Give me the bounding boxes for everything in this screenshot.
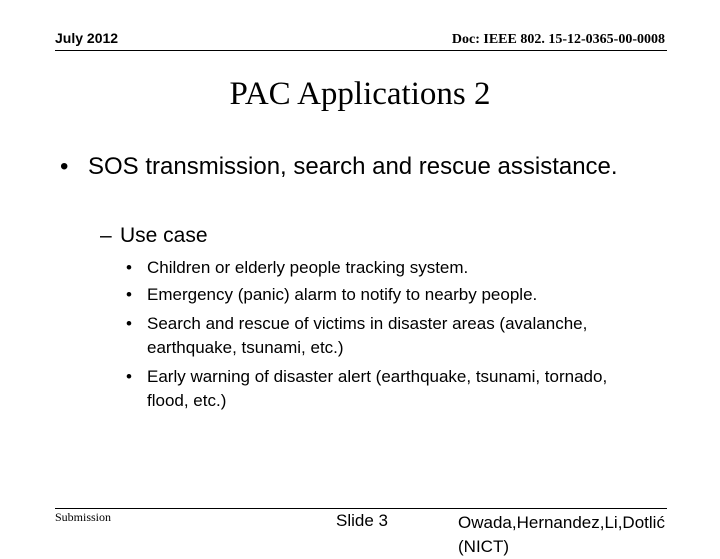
bullet-level1 [60,150,620,183]
bullet-level3-text: Emergency (panic) alarm to notify to nearby people. [147,285,538,304]
bullet-level1-text: SOS transmission, search and rescue assistance. [88,153,618,180]
bullet-level3-text: Search and rescue of victims in disaster areas (avalanche, earthquake, tsunami, etc.) [147,314,588,357]
bullet-marker: • [126,367,132,386]
bullet-level3-text: Children or elderly people tracking system. [147,258,469,277]
bullet-level2-text: Use case [120,224,208,247]
footer-rule [55,508,667,509]
header-date: July 2012 [55,30,119,46]
bullet-marker: • [126,314,132,333]
bullet-marker: • [126,258,132,277]
dash-marker: – [100,224,112,247]
bullet-level3-item [126,256,646,280]
header-rule [55,50,667,51]
bullet-level3-item [126,312,646,360]
footer-slide-number: Slide 3 [336,511,388,530]
bullet-level3-item [126,283,646,307]
bullet-marker: • [126,285,132,304]
header-doc-id: Doc: IEEE 802. 15-12-0365-00-0008 [451,32,665,47]
slide-title: PAC Applications 2 [229,76,491,112]
footer-submission: Submission [55,510,112,524]
bullet-marker: • [60,153,69,180]
bullet-level3-text: Early warning of disaster alert (earthquake, tsunami, tornado, flood, etc.) [147,367,608,410]
bullet-level3-item [126,365,646,413]
bullet-level2 [100,222,208,250]
footer-authors: Owada,Hernandez,Li,Dotlić (NICT) [458,513,665,556]
